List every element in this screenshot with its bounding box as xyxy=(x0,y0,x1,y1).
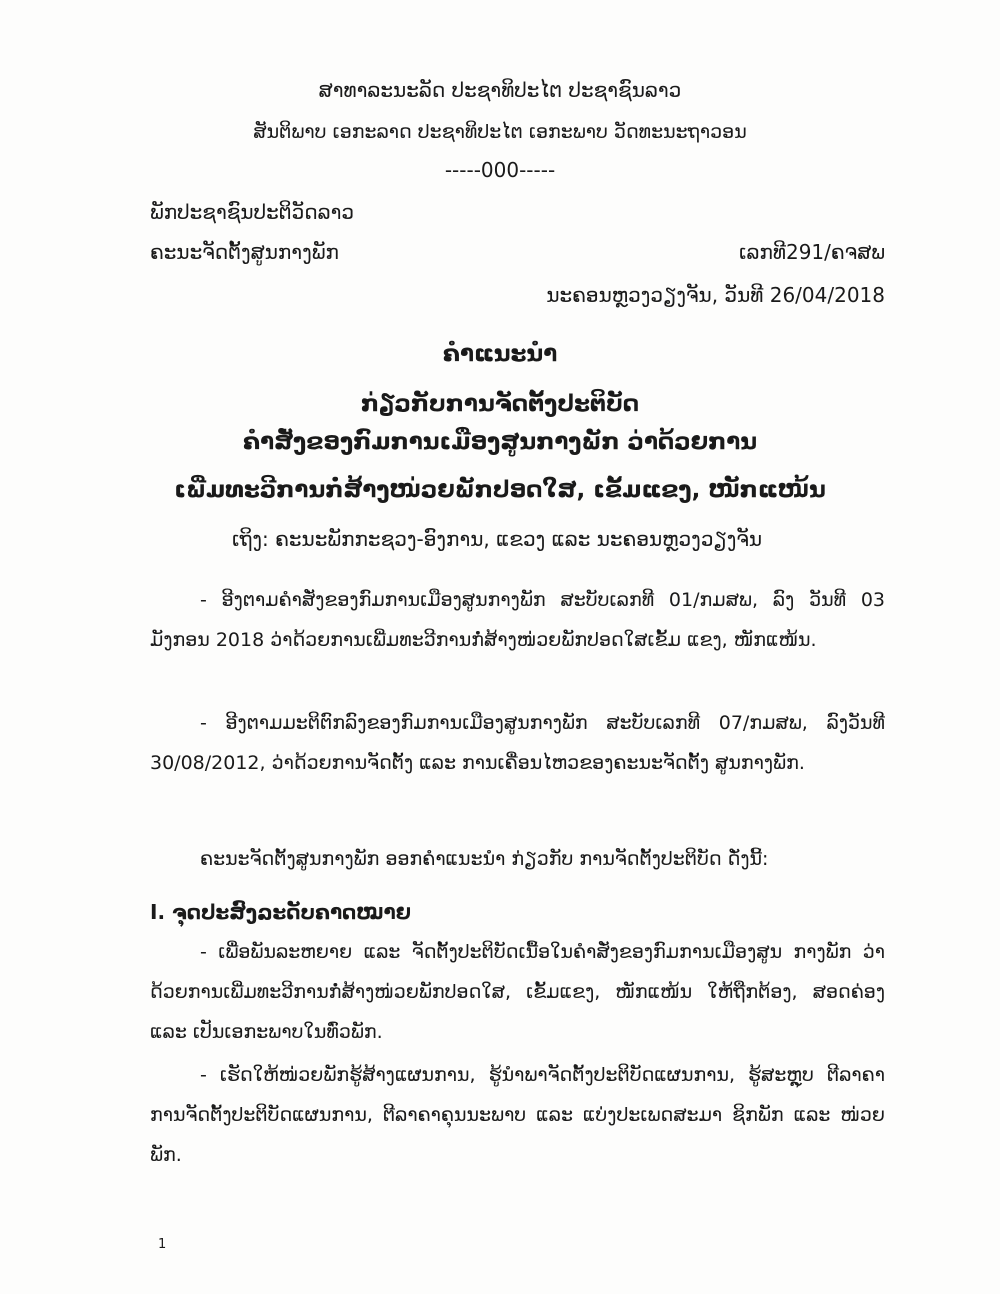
page-number: 1 xyxy=(158,1237,167,1252)
republic-heading: ສາທາລະນະລັດ ປະຊາທິປະໄຕ ປະຊາຊົນລາວ xyxy=(318,78,682,102)
objective-paragraph-2: - ເຮັດໃຫ້ໜ່ວຍພັກຮູ້ສ້າງແຜນການ, ຮູ້ນໍາພາຈັດຕັ້ງປະຕິບັດແຜນການ, ຮູ້ສະຫຼຸບ ຕີລາຄາການຈັດຕັ້ງປະຕິບັດແຜນການ, ຕີລາຄາຄຸນນະພາບ ແລະ ແບ່ງປະເພດສະມາ ຊິກພັກ ແລະ ໜ່ວຍພັກ. xyxy=(150,1064,885,1166)
title-line-2: ກ່ຽວກັບການຈັດຕັ້ງປະຕິບັດ xyxy=(360,391,640,417)
reference-paragraph-1: - ອີງຕາມຄໍາສັ່ງຂອງກົມການເມືອງສູນກາງພັກ ສະບັບເລກທີ 01/ກມສພ, ລົງ ວັນທີ 03 ມັງກອນ 2018 ວ່າດ້ວຍການເພີ່ມທະວີການກໍ່ສ້າງໜ່ວຍພັກປອດໃສເຂັ້ມ ແຂງ, ໜັກແໜ້ນ. xyxy=(150,589,885,651)
addressee-line: ເຖິງ: ຄະນະພັກກະຊວງ-ອົງການ, ແຂວງ ແລະ ນະຄອນຫຼວງວຽງຈັນ xyxy=(232,527,763,551)
party-name: ພັກປະຊາຊົນປະຕິວັດລາວ xyxy=(150,200,355,224)
committee-name: ຄະນະຈັດຕັ້ງສູນກາງພັກ xyxy=(150,240,339,264)
intro-paragraph: ຄະນະຈັດຕັ້ງສູນກາງພັກ ອອກຄໍາແນະນໍາ ກ່ຽວກັບ ການຈັດຕັ້ງປະຕິບັດ ດັ່ງນີ້: xyxy=(200,848,769,870)
objective-paragraph-1: - ເພື່ອພັນລະຫຍາຍ ແລະ ຈັດຕັ້ງປະຕິບັດເນື້ອໃນຄໍາສັ່ງຂອງກົມການເມືອງສູນ ກາງພັກ ວ່າດ້ວຍການເພີ່ມທະວີການກໍ່ສ້າງໜ່ວຍພັກປອດໃສ, ເຂັ້ມແຂງ, ໜັກແໜ້ນ ໃຫ້ຖືກຕ້ອງ, ສອດຄ່ອງ ແລະ ເປັນເອກະພາບໃນທົ່ວພັກ. xyxy=(150,941,885,1043)
title-line-1: ຄໍາແນະນໍາ xyxy=(442,341,558,367)
national-motto: ສັນຕິພາບ ເອກະລາດ ປະຊາທິປະໄຕ ເອກະພາບ ວັດທະນະຖາວອນ xyxy=(253,121,747,143)
separator: -----000----- xyxy=(444,158,556,182)
document-number: ເລກທີ291/ຄຈສພ xyxy=(738,240,885,264)
title-line-3: ຄໍາສັ່ງຂອງກົມການເມືອງສູນກາງພັກ ວ່າດ້ວຍການ xyxy=(242,429,758,455)
reference-paragraph-2: - ອີງຕາມມະຕິຕົກລົງຂອງກົມການເມືອງສູນກາງພັກ ສະບັບເລກທີ 07/ກມສພ, ລົງວັນທີ 30/08/2012, ວ່າດ້ວຍການຈັດຕັ້ງ ແລະ ການເຄື່ອນໄຫວຂອງຄະນະຈັດຕັ້ງ ສູນກາງພັກ. xyxy=(150,712,885,774)
section-heading: I. ຈຸດປະສົງລະດັບຄາດໝາຍ xyxy=(150,900,411,924)
title-line-4: ເພີ່ມທະວີການກໍ່ສ້າງໜ່ວຍພັກປອດໃສ, ເຂັ້ມແຂງ, ໜັກແໜ້ນ xyxy=(174,477,826,503)
place-date: ນະຄອນຫຼວງວຽງຈັນ, ວັນທີ 26/04/2018 xyxy=(546,283,885,307)
